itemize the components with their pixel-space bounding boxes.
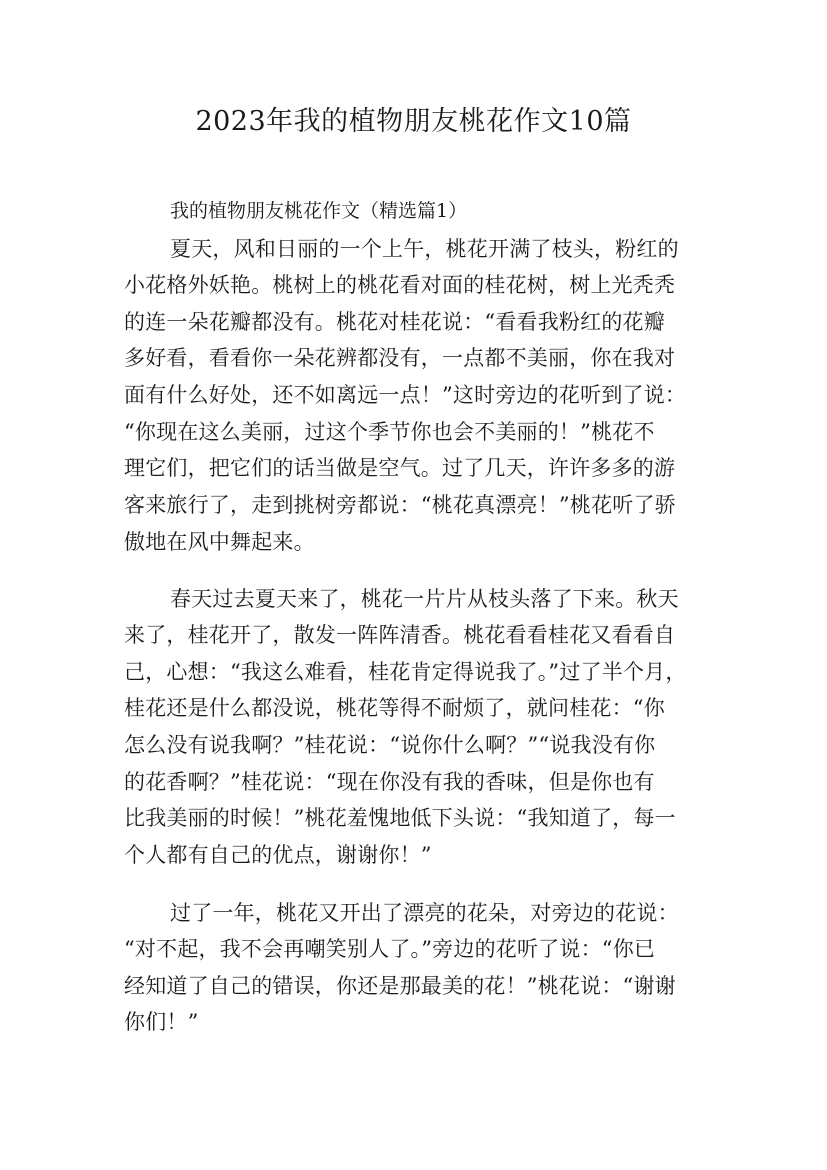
text-line: 己，心想：“我这么难看，桂花肯定得说我了。”过了半个月，	[124, 660, 687, 684]
section-subtitle: 我的植物朋友桃花作文（精选篇1）	[170, 200, 468, 222]
text-line: “对不起，我不会再嘲笑别人了。”旁边的花听了说：“你已	[124, 937, 656, 961]
text-line: 小花格外妖艳。桃树上的桃花看对面的桂花树，树上光秃秃	[124, 273, 676, 297]
text-line: 过了一年，桃花又开出了漂亮的花朵，对旁边的花说：	[170, 901, 679, 925]
text-line: 理它们，把它们的话当做是空气。过了几天，许许多多的游	[124, 456, 676, 480]
text-line: 桂花还是什么都没说，桃花等得不耐烦了，就问桂花：“你	[124, 696, 665, 720]
text-line: 你们！”	[124, 1010, 199, 1034]
text-line: 客来旅行了，走到挑树旁都说：“桃花真漂亮！”桃花听了骄	[124, 493, 676, 517]
text-line: 怎么没有说我啊？”桂花说：“说你什么啊？”“说我没有你	[124, 733, 656, 757]
text-line: 面有什么好处，还不如离远一点！”这时旁边的花听到了说：	[124, 383, 687, 407]
text-line: 夏天，风和日丽的一个上午，桃花开满了枝头，粉红的	[170, 237, 679, 261]
text-line: 经知道了自己的错误，你还是那最美的花！”桃花说：“谢谢	[124, 974, 676, 998]
text-line: 来了，桂花开了，散发一阵阵清香。桃花看看桂花又看看自	[124, 623, 676, 647]
text-line: “你现在这么美丽，过这个季节你也会不美丽的！”桃花不	[124, 420, 655, 444]
text-line: 的连一朵花瓣都没有。桃花对桂花说：“看看我粉红的花瓣	[124, 310, 665, 334]
text-line: 比我美丽的时候！”桃花羞愧地低下头说：“我知道了，每一	[124, 806, 676, 830]
text-line: 的花香啊？”桂花说：“现在你没有我的香味，但是你也有	[124, 770, 655, 794]
text-line: 个人都有自己的优点，谢谢你！”	[124, 843, 432, 867]
text-line: 春天过去夏天来了，桃花一片片从枝头落了下来。秋天	[170, 587, 679, 611]
text-line: 多好看，看看你一朵花辨都没有，一点都不美丽，你在我对	[124, 346, 676, 370]
text-line: 傲地在风中舞起来。	[124, 530, 315, 554]
document-title: 2023年我的植物朋友桃花作文10篇	[195, 106, 632, 137]
